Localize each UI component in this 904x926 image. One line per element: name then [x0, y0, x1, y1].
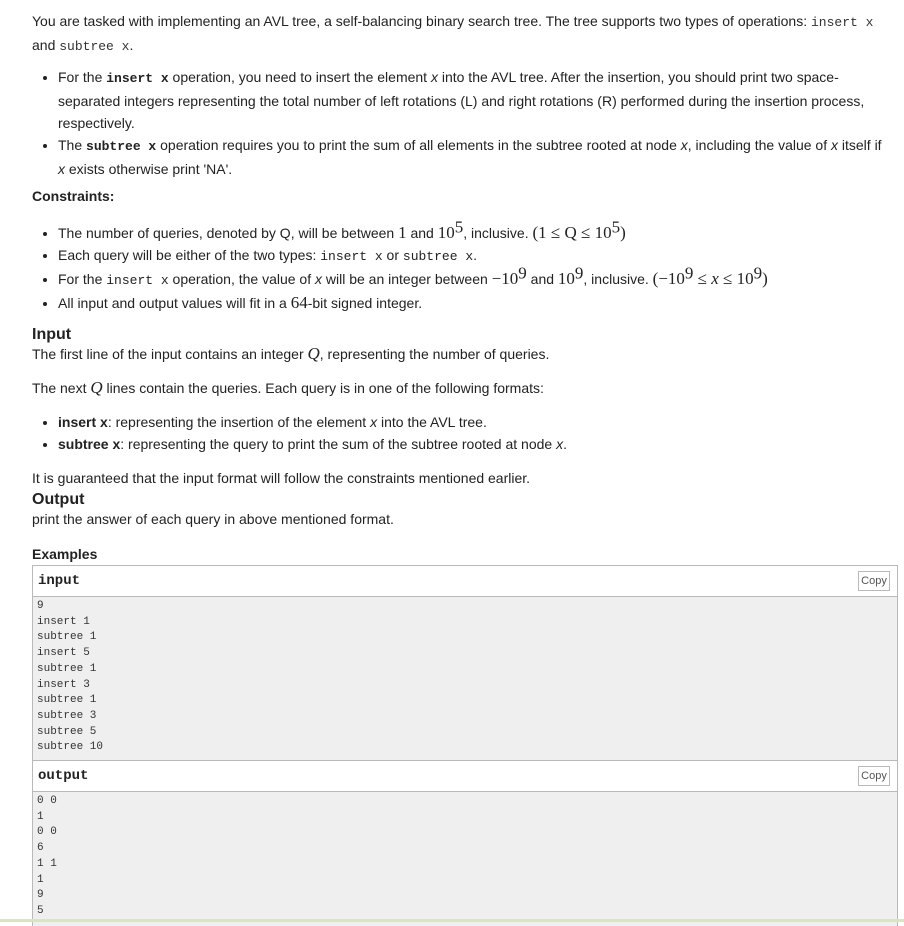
example-output-box [32, 760, 898, 926]
op-text: operation, you need to insert the element [168, 69, 431, 85]
output-section-title: Output [32, 491, 85, 508]
subtree-code: subtree x [402, 249, 474, 264]
subtree-code: subtree x [59, 39, 130, 54]
format-text: into the AVL tree. [377, 414, 487, 430]
guarantee-text: It is guaranteed that the input format will follow the constraints mentioned earlier. [32, 470, 531, 486]
constraint-text: and [406, 225, 438, 241]
example-line: subtree 10 [37, 741, 104, 754]
intro-paragraph [32, 10, 898, 58]
math-exp: 5 [454, 217, 464, 237]
list-item [58, 292, 904, 314]
var-x: x [370, 414, 378, 430]
op-text: exists otherwise print 'NA'. [65, 161, 233, 177]
example-input-label: input [38, 573, 81, 589]
example-line: subtree 1 [37, 662, 97, 675]
example-line: 1 [37, 810, 44, 823]
copy-input-button[interactable]: Copy [858, 571, 890, 591]
constraint-text: operation, the value of [168, 271, 315, 287]
math-paren: ) [620, 223, 626, 242]
input-text: The next [32, 380, 91, 396]
list-item [58, 411, 904, 433]
example-line: 9 [37, 889, 44, 902]
example-line: 0 0 [37, 795, 57, 807]
constraint-text: or [382, 247, 403, 263]
op-text: , including the value of [687, 137, 831, 153]
example-line: 0 0 [37, 826, 57, 839]
op-text: separated integers representing the total number of left rotations (L) and right rotations (R) performed during the insertion process, [58, 93, 865, 109]
insert-code: insert x [320, 249, 383, 264]
constraint-text: will be an integer between [322, 271, 492, 287]
list-item [58, 134, 904, 180]
math-exp: 9 [753, 263, 763, 283]
op-text: operation requires you to print the sum of all elements in the subtree rooted at node [156, 137, 681, 153]
output-text: print the answer of each query in above mentioned format. [32, 511, 394, 527]
op-text: respectively. [58, 115, 135, 131]
example-line: insert 1 [37, 615, 90, 628]
math-exp: 5 [611, 217, 621, 237]
constraint-text: The number of queries, denoted by Q, will be between [58, 225, 399, 241]
format-keyword: insert x [58, 414, 108, 430]
example-line: subtree 1 [37, 694, 97, 707]
list-item [58, 244, 904, 268]
var-x: x [831, 137, 838, 153]
example-line: insert 5 [37, 647, 90, 660]
op-prefix: For the [58, 69, 107, 85]
copy-output-button[interactable]: Copy [858, 766, 890, 786]
formats-list [32, 411, 904, 455]
math-exp: 9 [518, 263, 527, 283]
op-text: itself if [838, 137, 882, 153]
intro-text: You are tasked with implementing an AVL tree, a self-balancing binary search tree. The tree supports two types of operations: [32, 13, 811, 29]
math-num: 10 [437, 223, 455, 242]
input-section-title: Input [32, 326, 72, 343]
intro-period: . [129, 37, 134, 53]
constraint-text: and [526, 271, 558, 287]
math-var: x [711, 269, 719, 288]
example-line: subtree 5 [37, 725, 97, 738]
list-item [58, 433, 904, 455]
constraint-text: All input and output values will fit in a [58, 295, 291, 311]
constraints-list [32, 217, 904, 314]
math-num: 64 [290, 293, 308, 312]
example-line: 1 [37, 873, 44, 886]
math-exp: 9 [684, 263, 694, 283]
var-x: x [556, 436, 564, 452]
operations-list [32, 66, 904, 180]
var-x: x [58, 161, 65, 177]
constraint-text: , inclusive. [583, 271, 653, 287]
math-range: (1 ≤ Q ≤ 10 [532, 223, 612, 242]
math-range: (−10 [652, 269, 685, 288]
input-text: The first line of the input contains an integer [32, 346, 308, 362]
example-line: subtree 3 [37, 709, 97, 722]
insert-code: insert x [106, 273, 169, 288]
examples-title: Examples [32, 546, 98, 562]
format-text: . [563, 436, 567, 452]
list-item [58, 263, 904, 292]
input-line1 [32, 343, 549, 365]
math-op: ≤ [693, 269, 712, 288]
example-line: insert 3 [37, 678, 90, 691]
math-exp: 9 [574, 263, 584, 283]
constraint-text: . [473, 247, 478, 263]
math-num: −10 [491, 269, 519, 288]
op-text: into the AVL tree. After the insertion, you should print two space- [437, 69, 839, 85]
var-x: x [680, 137, 688, 153]
list-item [58, 66, 904, 134]
format-text: : representing the query to print the sum of the subtree rooted at node [120, 436, 557, 452]
math-num: 1 [398, 223, 407, 242]
example-input-content [33, 597, 897, 761]
list-item [58, 217, 904, 244]
insert-code: insert x [811, 15, 874, 30]
math-op: ≤ 10 [718, 269, 754, 288]
example-input-box [32, 565, 898, 762]
insert-op-code: insert x [106, 71, 169, 86]
input-text: lines contain the queries. Each query is in one of the following formats: [102, 380, 544, 396]
constraint-text: , inclusive. [463, 225, 533, 241]
format-text: : representing the insertion of the element [107, 414, 371, 430]
constraint-text: For the [58, 271, 107, 287]
subtree-op-code: subtree x [86, 139, 157, 154]
example-line: 9 [37, 600, 44, 612]
math-var: Q [307, 344, 320, 363]
constraint-text: Each query will be either of the two types: [58, 247, 321, 263]
example-output-content [33, 792, 897, 926]
math-paren: ) [762, 269, 768, 288]
example-output-header [33, 761, 897, 792]
intro-and: and [32, 37, 56, 53]
example-line: 6 [37, 842, 44, 855]
example-line: 1 1 [37, 857, 57, 870]
var-x: x [430, 69, 438, 85]
math-num: 10 [557, 269, 575, 288]
example-line: subtree 1 [37, 631, 97, 644]
input-text: , representing the number of queries. [319, 346, 550, 362]
example-input-header [33, 566, 897, 597]
constraints-title: Constraints: [32, 188, 115, 204]
constraint-text: -bit signed integer. [307, 295, 423, 311]
example-line: 5 [37, 904, 44, 917]
format-keyword: subtree x [58, 436, 121, 452]
op-prefix: The [58, 137, 87, 153]
math-var: Q [90, 378, 103, 397]
var-x: x [315, 271, 322, 287]
input-line2 [32, 377, 544, 399]
example-output-label: output [38, 768, 89, 784]
